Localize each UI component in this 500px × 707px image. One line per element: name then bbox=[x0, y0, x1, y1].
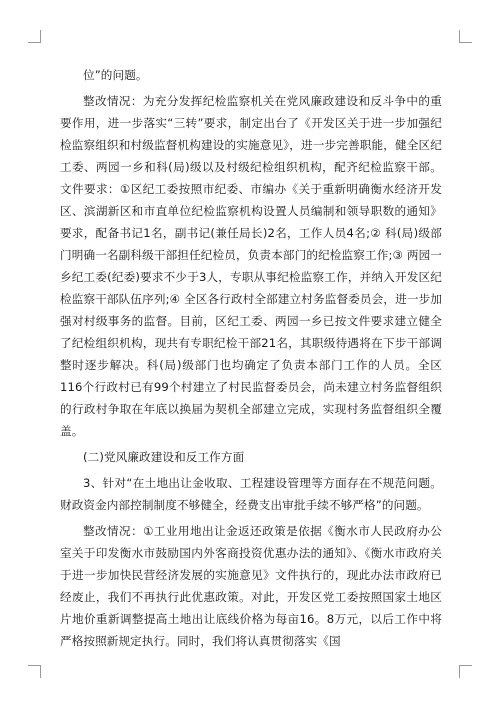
document-body bbox=[60, 64, 442, 656]
section-heading: (二)党风廉政建设和反工作方面 bbox=[83, 450, 245, 464]
paragraph-issue-3: 3、针对“在土地出让金收取、工程建设管理等方面存在不规范问题。财政资金内部控制制度不够健全，经费支出审批手续不够严格”的问题。 bbox=[60, 476, 442, 512]
paragraph-rectification-1: 整改情况：为充分发挥纪检监察机关在党风廉政建设和反斗争中的重要作用，进一步落实“三转”要求，制定出台了《开发区关于进一步加强纪检监察组织和村级监督机构建设的实施意见》，进一步完善职能，健全区纪工委、两园一乡和科(局)级以及村级纪检组织机构，配齐纪检监察干部。文件要求：①区纪工委按照市纪委、市编办《关于重新明确衡水经济开发区、滨湖新区和市直单位纪检监察机构设置人员编制和领导职数的通知》要求，配备书记1名，副书记(兼任局长)2名，工作人员4名;② 科(局)级部门明确一名副科级干部担任纪检员，负责本部门的纪检监察工作;③ 两园一乡纪工委(纪委)要求不少于3人，专职从事纪检监察工作，并纳入开发区纪检监察干部队伍序列;④ 全区各行政村全部建立村务监督委员会，进一步加强对村级事务的监督。目前，区纪工委、两园一乡已按文件要求建立健全了纪检组织机构，现共有专职纪检干部21名，其职级待遇将在下步干部调整时逐步解决。科(局)级部门也均确定了负责本部门工作的人员。全区116个行政村已有99个村建立了村民监督委员会，尚未建立村务监督组织的行政村争取在年底以换届为契机全部建立完成，实现村务监督组织全覆盖。 bbox=[60, 94, 442, 438]
crop-mark-top-right bbox=[459, 30, 472, 43]
paragraph-rectification-3: 整改情况：①工业用地出让金返还政策是依据《衡水市人民政府办公室关于印发衡水市鼓励国内外客商投资优惠办法的通知》、《衡水市政府关于进一步加快民营经济发展的实施意见》文件执行的，现此办法市政府已经废止，我们不再执行此优惠政策。对此，开发区党工委按照国家土地区片地价重新调整提高土地出让底线价格为每亩16。8万元，以后工作中将严格按照新规定执行。同时，我们将认真贯彻落实《国 bbox=[60, 524, 442, 648]
crop-mark-bottom-right bbox=[459, 665, 472, 678]
paragraph-issue-tail: 位”的问题。 bbox=[83, 68, 148, 82]
crop-mark-bottom-left bbox=[28, 665, 41, 678]
crop-mark-top-left bbox=[28, 30, 41, 43]
